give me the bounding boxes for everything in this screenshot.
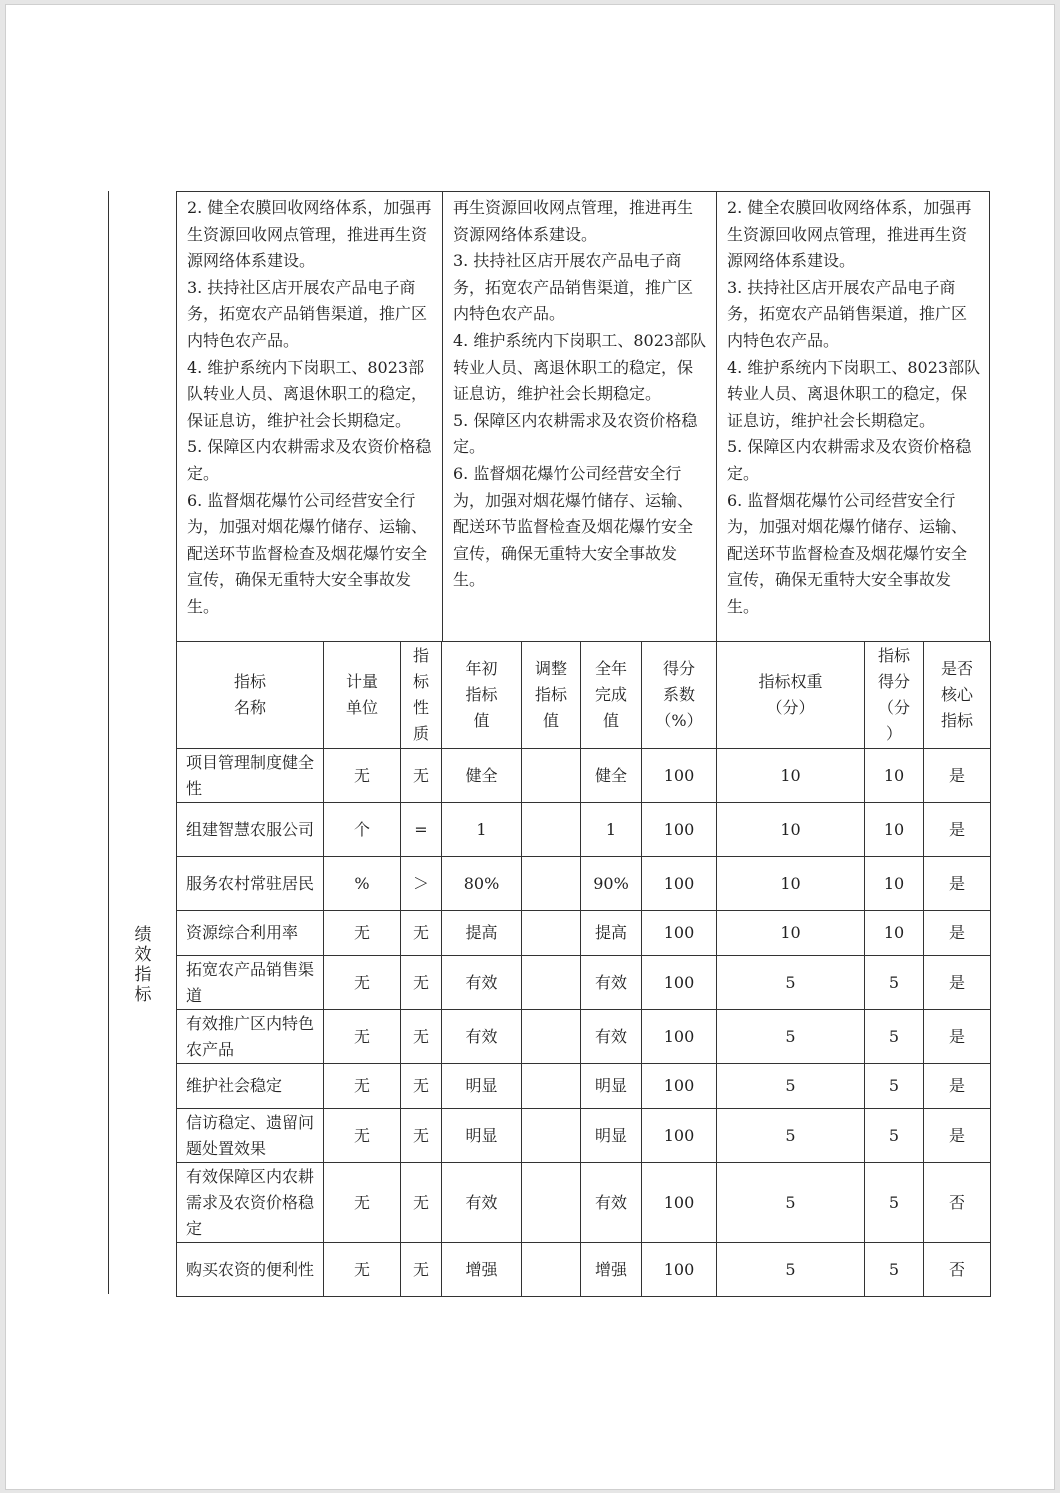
document-page — [5, 4, 1055, 1490]
cell-coef: 100 — [642, 803, 717, 857]
header-weight: 指标权重 （分） — [717, 642, 865, 749]
cell-name: 拓宽农产品销售渠道 — [177, 956, 324, 1010]
cell-adjusted — [522, 857, 581, 911]
cell-score: 5 — [865, 1243, 924, 1297]
cell-initial: 有效 — [442, 956, 522, 1010]
cell-unit: 无 — [324, 1243, 401, 1297]
table-row — [177, 857, 991, 911]
table-row — [177, 1064, 991, 1109]
cell-nature: 无 — [401, 911, 442, 956]
cell-name: 服务农村常驻居民 — [177, 857, 324, 911]
cell-score: 10 — [865, 857, 924, 911]
cell-core: 是 — [924, 1064, 991, 1109]
cell-nature: 无 — [401, 1064, 442, 1109]
cell-nature: 无 — [401, 1109, 442, 1163]
cell-adjusted — [522, 1243, 581, 1297]
cell-unit: 个 — [324, 803, 401, 857]
header-name: 指标 名称 — [177, 642, 324, 749]
cell-initial: 健全 — [442, 749, 522, 803]
goal-cell-plan: 2. 健全农膜回收网络体系，加强再生资源回收网点管理，推进再生资源网络体系建设。 3. 扶持社区店开展农产品电子商务，拓宽农产品销售渠道，推广区内特色农产品。 4. 维护系统内下岗职工、8023部队转业人员、离退休职工的稳定，保证息访，维护社会长期稳定。 5. 保障区内农耕需求及农资价格稳定。 6. 监督烟花爆竹公司经营安全行为，加强对烟花爆竹储存、运输、配送环节监督检查及烟花爆竹安全宣传，确保无重特大安全事故发生。 — [176, 191, 443, 642]
cell-unit: 无 — [324, 1109, 401, 1163]
cell-initial: 明显 — [442, 1109, 522, 1163]
cell-completed: 健全 — [581, 749, 642, 803]
cell-weight: 10 — [717, 911, 865, 956]
side-label-char: 效 — [134, 945, 152, 965]
cell-core: 是 — [924, 749, 991, 803]
cell-nature: 无 — [401, 1243, 442, 1297]
table-row — [177, 956, 991, 1010]
cell-completed: 有效 — [581, 956, 642, 1010]
table-row — [177, 749, 991, 803]
cell-initial: 有效 — [442, 1163, 522, 1243]
cell-core: 是 — [924, 1010, 991, 1064]
cell-name: 购买农资的便利性 — [177, 1243, 324, 1297]
cell-coef: 100 — [642, 911, 717, 956]
cell-coef: 100 — [642, 956, 717, 1010]
header-completed: 全年 完成 值 — [581, 642, 642, 749]
cell-core: 是 — [924, 956, 991, 1010]
goal-cell-adjusted: 再生资源回收网点管理，推进再生资源网络体系建设。 3. 扶持社区店开展农产品电子商务，拓宽农产品销售渠道，推广区内特色农产品。 4. 维护系统内下岗职工、8023部队转业人员、离退休职工的稳定，保证息访，维护社会长期稳定。 5. 保障区内农耕需求及农资价格稳定。 6. 监督烟花爆竹公司经营安全行为，加强对烟花爆竹储存、运输、配送环节监督检查及烟花爆竹安全宣传，确保无重特大安全事故发生。 — [442, 191, 717, 642]
cell-initial: 有效 — [442, 1010, 522, 1064]
cell-core: 否 — [924, 1243, 991, 1297]
cell-nature: 无 — [401, 1010, 442, 1064]
cell-score: 5 — [865, 1163, 924, 1243]
cell-coef: 100 — [642, 1064, 717, 1109]
cell-score: 10 — [865, 803, 924, 857]
cell-nature: ＞ — [401, 857, 442, 911]
cell-adjusted — [522, 803, 581, 857]
cell-score: 10 — [865, 749, 924, 803]
header-coef: 得分 系数 （%） — [642, 642, 717, 749]
cell-coef: 100 — [642, 749, 717, 803]
cell-weight: 5 — [717, 1163, 865, 1243]
cell-score: 5 — [865, 1064, 924, 1109]
cell-weight: 5 — [717, 1109, 865, 1163]
outer-left-border — [108, 191, 109, 1294]
cell-unit: 无 — [324, 911, 401, 956]
cell-name: 信访稳定、遗留问题处置效果 — [177, 1109, 324, 1163]
side-label-char: 标 — [134, 985, 152, 1005]
header-unit: 计量 单位 — [324, 642, 401, 749]
cell-name: 有效保障区内农耕需求及农资价格稳定 — [177, 1163, 324, 1243]
cell-unit: 无 — [324, 1163, 401, 1243]
header-nature: 指 标 性 质 — [401, 642, 442, 749]
cell-nature: = — [401, 803, 442, 857]
cell-initial: 增强 — [442, 1243, 522, 1297]
table-row — [177, 1243, 991, 1297]
cell-unit: 无 — [324, 956, 401, 1010]
cell-completed: 1 — [581, 803, 642, 857]
cell-initial: 明显 — [442, 1064, 522, 1109]
cell-completed: 90% — [581, 857, 642, 911]
table-row — [177, 911, 991, 956]
cell-coef: 100 — [642, 1163, 717, 1243]
cell-adjusted — [522, 749, 581, 803]
cell-weight: 5 — [717, 1243, 865, 1297]
cell-unit: 无 — [324, 1010, 401, 1064]
cell-weight: 10 — [717, 803, 865, 857]
cell-unit: 无 — [324, 1064, 401, 1109]
cell-name: 组建智慧农服公司 — [177, 803, 324, 857]
cell-coef: 100 — [642, 1109, 717, 1163]
cell-score: 5 — [865, 1109, 924, 1163]
cell-core: 否 — [924, 1163, 991, 1243]
cell-initial: 1 — [442, 803, 522, 857]
table-header-row — [177, 642, 991, 749]
cell-adjusted — [522, 956, 581, 1010]
cell-completed: 有效 — [581, 1163, 642, 1243]
cell-score: 5 — [865, 1010, 924, 1064]
table-body — [177, 749, 991, 1297]
cell-coef: 100 — [642, 1243, 717, 1297]
cell-weight: 5 — [717, 956, 865, 1010]
side-label-performance — [133, 925, 153, 1005]
cell-adjusted — [522, 1109, 581, 1163]
cell-adjusted — [522, 1163, 581, 1243]
side-label-char: 指 — [134, 965, 152, 985]
goal-cell-actual: 2. 健全农膜回收网络体系，加强再生资源回收网点管理，推进再生资源网络体系建设。 3. 扶持社区店开展农产品电子商务，拓宽农产品销售渠道，推广区内特色农产品。 4. 维护系统内下岗职工、8023部队转业人员、离退休职工的稳定，保证息访，维护社会长期稳定。 5. 保障区内农耕需求及农资价格稳定。 6. 监督烟花爆竹公司经营安全行为，加强对烟花爆竹储存、运输、配送环节监督检查及烟花爆竹安全宣传，确保无重特大安全事故发生。 — [716, 191, 990, 642]
cell-unit: 无 — [324, 749, 401, 803]
cell-coef: 100 — [642, 857, 717, 911]
cell-nature: 无 — [401, 1163, 442, 1243]
cell-score: 5 — [865, 956, 924, 1010]
cell-nature: 无 — [401, 749, 442, 803]
cell-name: 项目管理制度健全性 — [177, 749, 324, 803]
cell-initial: 提高 — [442, 911, 522, 956]
cell-weight: 10 — [717, 749, 865, 803]
side-label-char: 绩 — [134, 925, 152, 945]
cell-core: 是 — [924, 1109, 991, 1163]
cell-weight: 10 — [717, 857, 865, 911]
cell-adjusted — [522, 911, 581, 956]
cell-name: 资源综合利用率 — [177, 911, 324, 956]
cell-unit: % — [324, 857, 401, 911]
cell-completed: 明显 — [581, 1109, 642, 1163]
performance-indicator-table — [176, 641, 991, 1297]
cell-completed: 提高 — [581, 911, 642, 956]
table-row — [177, 803, 991, 857]
header-adjusted: 调整 指标 值 — [522, 642, 581, 749]
header-score: 指标 得分 （分 ） — [865, 642, 924, 749]
cell-core: 是 — [924, 911, 991, 956]
cell-weight: 5 — [717, 1010, 865, 1064]
cell-core: 是 — [924, 857, 991, 911]
cell-coef: 100 — [642, 1010, 717, 1064]
table-row — [177, 1163, 991, 1243]
cell-completed: 有效 — [581, 1010, 642, 1064]
cell-adjusted — [522, 1010, 581, 1064]
cell-completed: 增强 — [581, 1243, 642, 1297]
cell-score: 10 — [865, 911, 924, 956]
cell-completed: 明显 — [581, 1064, 642, 1109]
header-initial: 年初 指标 值 — [442, 642, 522, 749]
cell-nature: 无 — [401, 956, 442, 1010]
cell-core: 是 — [924, 803, 991, 857]
cell-weight: 5 — [717, 1064, 865, 1109]
cell-initial: 80% — [442, 857, 522, 911]
table-row — [177, 1010, 991, 1064]
cell-adjusted — [522, 1064, 581, 1109]
table-row — [177, 1109, 991, 1163]
header-core: 是否 核心 指标 — [924, 642, 991, 749]
cell-name: 维护社会稳定 — [177, 1064, 324, 1109]
cell-name: 有效推广区内特色农产品 — [177, 1010, 324, 1064]
